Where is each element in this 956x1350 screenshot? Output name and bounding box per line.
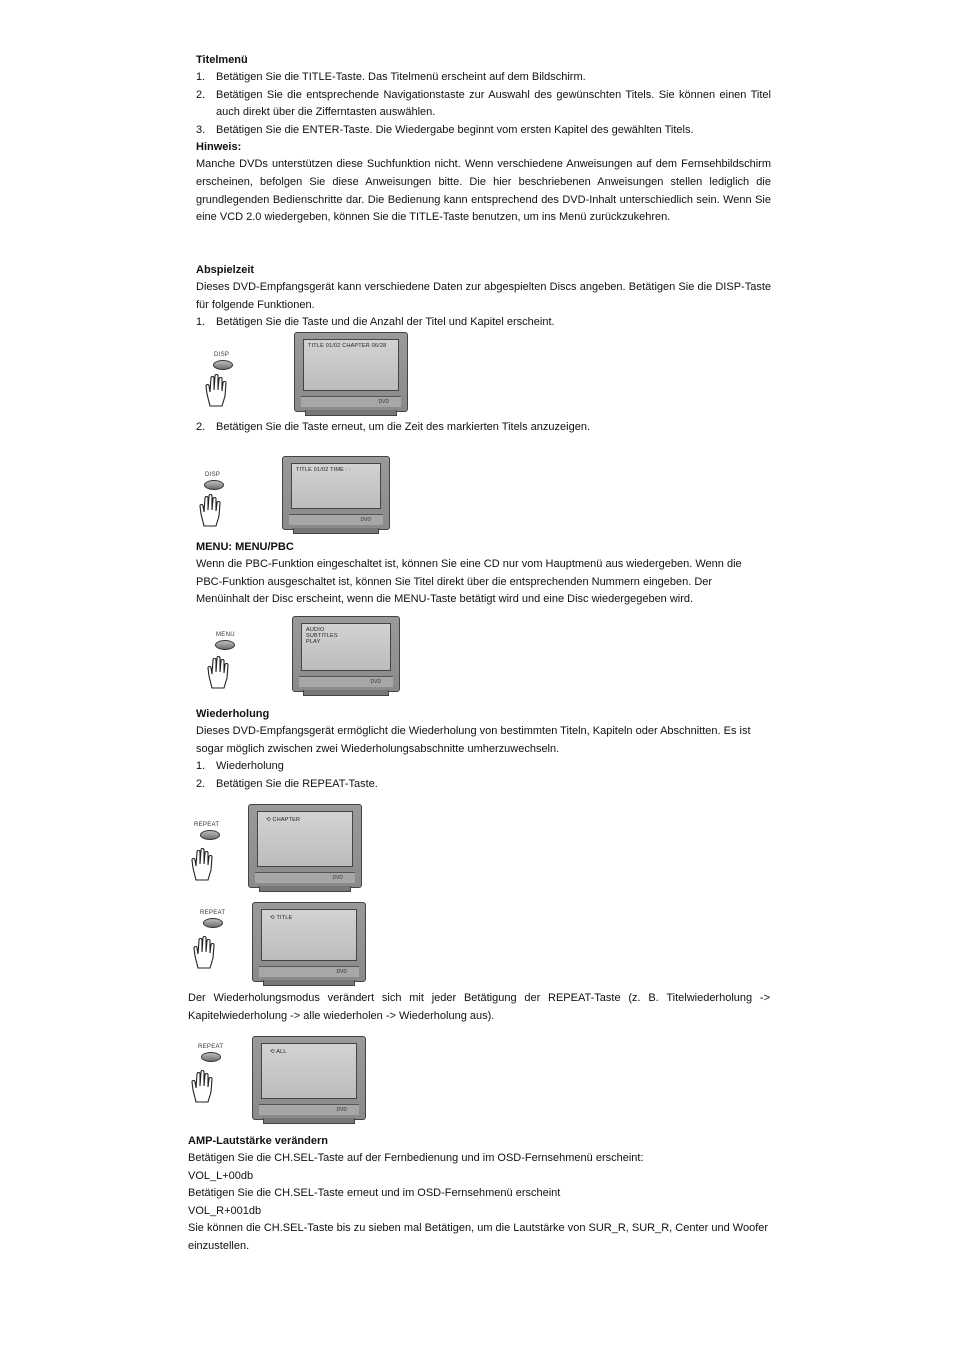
tv-illustration — [252, 902, 366, 982]
figure-disp-2 — [196, 452, 396, 534]
list-item: 3. Betätigen Sie die ENTER-Taste. Die Wiedergabe beginnt vom ersten Kapitel des gewählten Titels. — [196, 123, 694, 136]
tv-screen — [261, 909, 357, 961]
list-item: 2. Betätigen Sie die Taste erneut, um die Zeit des markierten Titels anzuzeigen. — [196, 421, 591, 433]
heading-menu: MENU: MENU/PBC — [196, 541, 294, 553]
heading-abspielzeit: Abspielzeit — [196, 264, 255, 276]
osd-text: ⟲ ALL — [270, 1049, 287, 1055]
repeat-button-illustration — [203, 918, 223, 928]
hand-icon — [190, 934, 218, 970]
button-label: MENU — [216, 632, 235, 638]
list-item: 1. Wiederholung — [196, 760, 284, 773]
repeat-icon: ⟲ — [266, 817, 273, 823]
menu-button-illustration — [215, 640, 235, 650]
tv-screen — [261, 1043, 357, 1099]
tv-badge: DVD — [336, 1107, 347, 1113]
intro-paragraph: Dieses DVD-Empfangsgerät kann verschiedene Daten zur abgespielten Discs angeben. Betätigen Sie die DISP-Taste für folgende Funktionen. — [196, 281, 771, 311]
heading-amp: AMP-Lautstärke verändern — [188, 1135, 328, 1147]
tv-badge: DVD — [332, 875, 343, 881]
repeat-button-illustration — [201, 1052, 221, 1062]
osd-menu-item-subtitles: SUBTITLES — [306, 633, 338, 639]
tv-screen — [301, 623, 391, 671]
amp-line: VOL_L+00db — [188, 1169, 254, 1182]
osd-text: TITLE 01/02 TIME : : — [296, 467, 351, 473]
tv-screen — [291, 463, 381, 509]
amp-line: Betätigen Sie die CH.SEL-Taste auf der Fernbedienung und im OSD-Fernsehmenü erscheint: — [188, 1152, 644, 1164]
button-label: DISP — [214, 352, 230, 358]
hand-icon — [188, 1068, 216, 1104]
menu-paragraph: Wenn die PBC-Funktion eingeschaltet ist, können Sie eine CD nur vom Hauptmenü aus wiedergeben. Wenn die PBC-Funktion ausgeschaltet ist, können Sie Titel direkt über die entsprechenden Nummern eingeben. Der Menüinhalt der Disc erscheint, wenn die MENU-Taste betätigt wird und eine Disc wiedergegeben wird. — [196, 558, 742, 606]
tv-badge: DVD — [360, 517, 371, 523]
section-wiederholung — [196, 706, 756, 793]
figure-repeat-2 — [188, 898, 370, 986]
hand-icon — [204, 654, 232, 690]
tv-badge: DVD — [370, 679, 381, 685]
list-item: 2. Betätigen Sie die entsprechende Navigationstaste zur Auswahl des gewünschten Titels. Sie können einen Titel auch direkt über die Zifferntasten auswählen. — [196, 88, 771, 119]
hand-icon — [196, 492, 224, 528]
tv-badge: DVD — [378, 399, 389, 405]
tv-illustration — [282, 456, 390, 530]
osd-text: ⟲ CHAPTER — [266, 817, 301, 823]
repeat-icon: ⟲ — [270, 915, 277, 921]
heading-hinweis: Hinweis: — [196, 141, 242, 154]
button-label: REPEAT — [200, 910, 226, 916]
repeat-button-illustration — [200, 830, 220, 840]
button-label: REPEAT — [194, 822, 220, 828]
section-abspielzeit — [196, 262, 771, 332]
amp-line: Betätigen Sie die CH.SEL-Taste erneut und im OSD-Fernsehmenü erscheint — [188, 1187, 561, 1200]
figure-menu — [196, 612, 406, 696]
osd-text: TITLE 01/02 CHAPTER 06/28 — [308, 343, 387, 349]
amp-line: VOL_R+001db — [188, 1204, 262, 1217]
tv-badge: DVD — [336, 969, 347, 975]
tv-illustration — [252, 1036, 366, 1120]
list-item: 1. Betätigen Sie die Taste und die Anzahl der Titel und Kapitel erscheint. — [196, 316, 555, 329]
hand-icon — [202, 372, 230, 408]
button-label: DISP — [205, 472, 221, 478]
figure-disp-1 — [196, 330, 416, 416]
tv-illustration — [294, 332, 408, 412]
list-item: 2. Betätigen Sie die REPEAT-Taste. — [196, 777, 378, 790]
disp-button-illustration — [213, 360, 233, 370]
tv-illustration — [292, 616, 400, 692]
amp-line: Sie können die CH.SEL-Taste bis zu sieben mal Betätigen, um die Lautstärke von SUR_R, SUR_R, Center und Woofer einzustellen. — [188, 1222, 769, 1252]
osd-menu-item-audio: AUDIO — [306, 627, 325, 633]
heading-titelmenu: Titelmenü — [196, 54, 248, 66]
hint-paragraph: Manche DVDs unterstützen diese Suchfunktion nicht. Wenn verschiedene Anweisungen auf dem Fernsehbildschirm erscheinen, befolgen Sie diese Anweisungen bitte. Die hier beschriebenen Anweisungen stellen lediglich die grundlegenden Bedienschritte dar. Die Bedienung kann entsprechend des DVD-Inhalt unterschiedlich sein. Wenn Sie eine VCD 2.0 wiedergeben, können Sie die TITLE-Taste benutzen, um ins Menü zurückzukehren. — [196, 158, 771, 224]
wiederholung-paragraph: Dieses DVD-Empfangsgerät ermöglicht die Wiederholung von bestimmten Titeln, Kapiteln oder Abschnitten. Es ist sogar möglich zwischen zwei Wiederholungsabschnitte umherzuwechseln. — [196, 725, 751, 755]
tv-screen — [257, 811, 353, 867]
tv-screen — [303, 339, 399, 391]
step-2-abspielzeit — [196, 419, 771, 437]
osd-menu-item-play: PLAY — [306, 639, 321, 645]
heading-wiederholung: Wiederholung — [196, 708, 270, 720]
tv-illustration — [248, 804, 362, 888]
list-item: 1. Betätigen Sie die TITLE-Taste. Das Titelmenü erscheint auf dem Bildschirm. — [196, 71, 586, 83]
osd-text: ⟲ TITLE — [270, 915, 293, 921]
section-amp — [188, 1133, 770, 1256]
button-label: REPEAT — [198, 1044, 224, 1050]
figure-repeat-1 — [188, 800, 370, 894]
hand-icon — [188, 846, 216, 882]
disp-button-illustration — [204, 480, 224, 490]
figure-repeat-3 — [188, 1032, 370, 1124]
repeat-icon: ⟲ — [270, 1049, 277, 1055]
section-titelmenu — [196, 52, 771, 227]
repeat-mode-paragraph: Der Wiederholungsmodus verändert sich mit jeder Betätigung der REPEAT-Taste (z. B. Titelwiederholung -> Kapitelwiederholung -> alle wiederholen -> Wiederholung aus). — [188, 992, 770, 1022]
section-menu — [196, 539, 756, 609]
